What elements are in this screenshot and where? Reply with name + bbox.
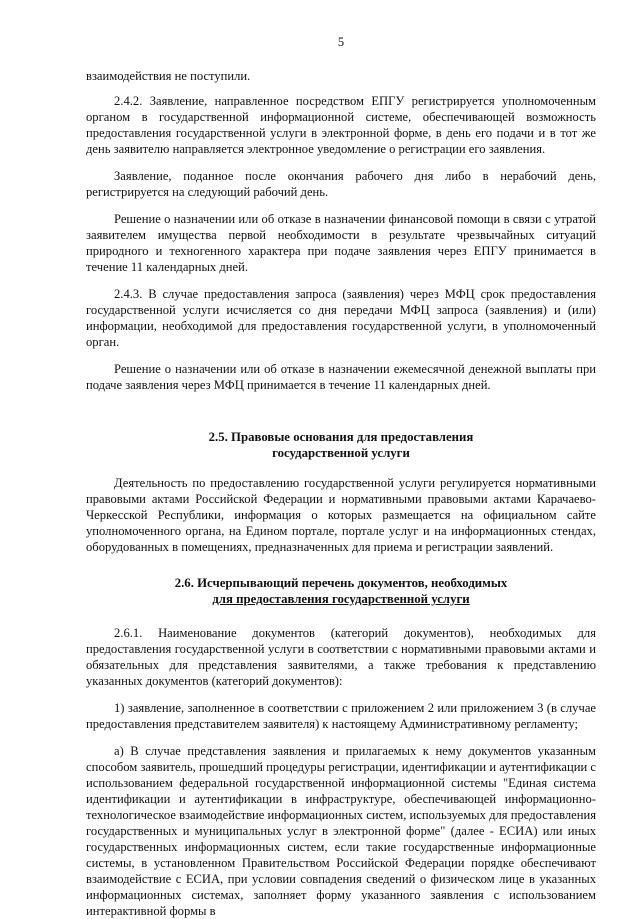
page-number: 5 <box>337 35 345 49</box>
section-2-6-title-line2: для предоставления государственной услуги <box>212 592 470 606</box>
paragraph-2-6-1: 2.6.1. Наименование документов (категорий документов), необходимых для предоставления государственной услуги в соответствии с нормативными правовыми актами и обязательных для представления заявителями, а также требования к представлению указанных документов (категорий документов): <box>86 626 596 688</box>
list-item-a: а) В случае представления заявления и прилагаемых к нему документов указанным способом заявитель, прошедший процедуры регистрации, идентификации и аутентификации с использованием федеральной государственной информационной системы "Единая система идентификации и аутентификации в инфраструктуре, обеспечивающей информационно-технологическое взаимодействие информационных систем, используемых для предоставления государственных и муниципальных услуг в электронной форме" (далее - ЕСИА) или иных государственных информационных систем, если такие государственные информационные системы, в установленном Правительством Российской Федерации порядке обеспечивают взаимодействие с ЕСИА, при условии совпадения сведений о физическом лице в указанных информационных системах, заполняет форму указанного заявления с использованием интерактивной формы в <box>86 744 596 918</box>
section-2-5-title-line2: государственной услуги <box>272 446 410 460</box>
section-2-6-title-line1: 2.6. Исчерпывающий перечень документов, необходимых <box>174 576 508 590</box>
section-2-5-text: Деятельность по предоставлению государственной услуги регулируется нормативными правовыми актами Российской Федерации и нормативными правовыми актами Карачаево-Черкесской Республики, информация о которых размещается на официальном сайте уполномоченного органа, на Едином портале, портале услуг и на информационных стендах, оборудованных в помещениях, предназначенных для приема и регистрации заявлений. <box>86 476 596 554</box>
paragraph-2-4-3: 2.4.3. В случае предоставления запроса (заявления) через МФЦ срок предоставления государственной услуги исчисляется со дня передачи МФЦ запроса (заявления) и (или) информации, необходимой для предоставления государственной услуги, в уполномоченный орган. <box>86 287 596 349</box>
section-2-6-heading <box>86 575 596 607</box>
paragraph-continuation: взаимодействия не поступили. <box>86 69 251 83</box>
paragraph-decision-epgu: Решение о назначении или об отказе в назначении финансовой помощи в связи с утратой заявителем имущества первой необходимости в результате чрезвычайных ситуаций природного и техногенного характера при подаче заявления через ЕПГУ принимается в течение 11 календарных дней. <box>86 212 596 274</box>
section-2-5-title-line1: 2.5. Правовые основания для предоставления <box>208 430 474 444</box>
paragraph-after-hours: Заявление, поданное после окончания рабочего дня либо в нерабочий день, регистрируется на следующий рабочий день. <box>86 169 596 199</box>
list-item-1: 1) заявление, заполненное в соответствии с приложением 2 или приложением 3 (в случае предоставления представителем заявителя) к настоящему Административному регламенту; <box>86 701 596 731</box>
section-2-5-heading <box>86 429 596 461</box>
paragraph-decision-mfc: Решение о назначении или об отказе в назначении ежемесячной денежной выплаты при подаче заявления через МФЦ принимается в течение 11 календарных дней. <box>86 362 596 392</box>
paragraph-2-4-2: 2.4.2. Заявление, направленное посредством ЕПГУ регистрируется уполномоченным органом в государственной информационной системе, обеспечивающей возможность предоставления государственной услуги в электронной форме, в день его подачи и в тот же день заявителю направляется электронное уведомление о регистрации его заявления. <box>86 94 596 156</box>
